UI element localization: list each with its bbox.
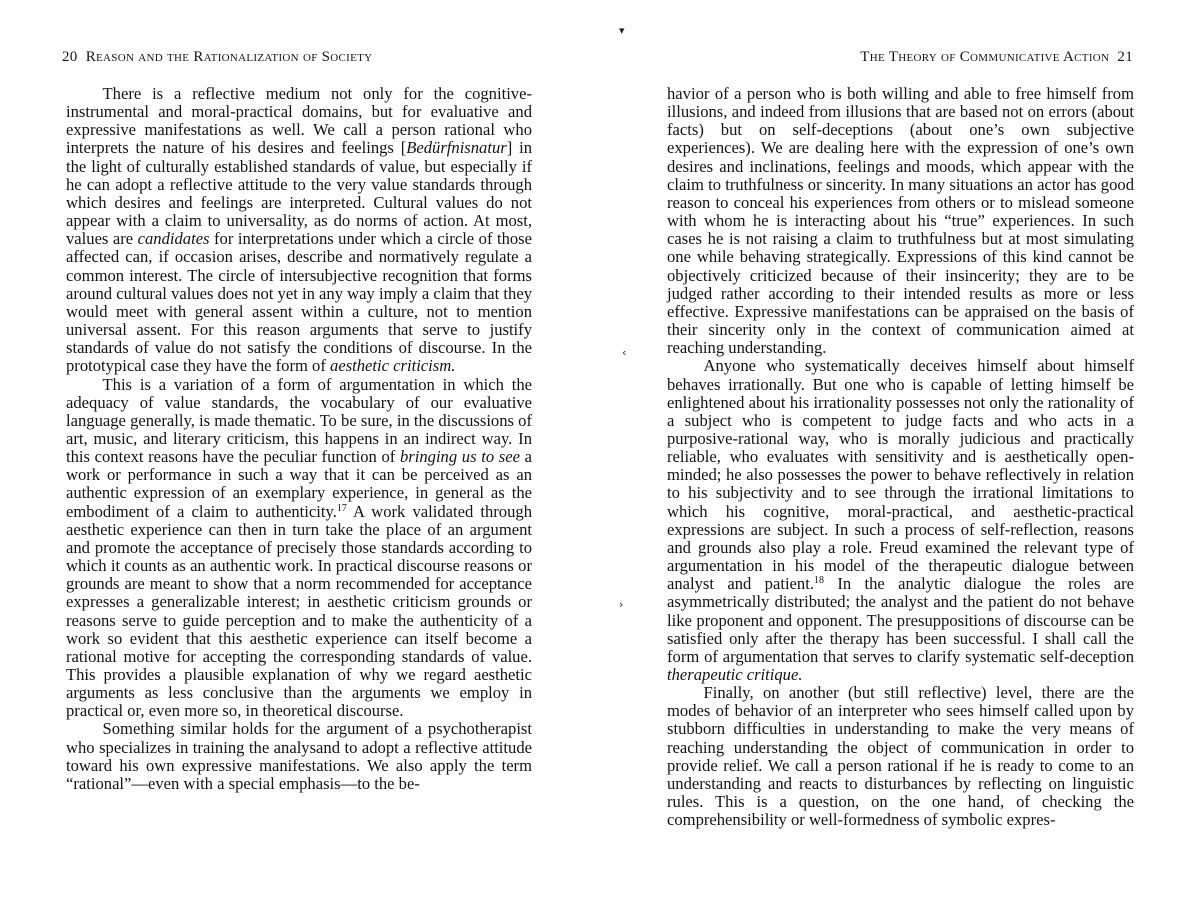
left-page-number: 20 <box>62 49 78 65</box>
text-run: ] in the light of culturally established standards of value, but especially if he can adopt a reflective attitude to the very value standards through which desires and feelings are interpreted. Cultural values do not appear with a claim to universality, as do norms of action. At most, values are <box>66 138 532 249</box>
paragraph <box>667 357 1134 684</box>
paragraph <box>667 684 1134 829</box>
text-run: A work validated through aesthetic experience can then in turn take the place of an argument and promote the acceptance of precisely those standards according to which it counts as an authentic work. In practical discourse reasons or grounds are meant to show that a norm recommended for acceptance expresses a generalizable interest; in aesthetic criticism grounds or reasons serve to guide perception and to make the authenticity of a work so evident that this aesthetic experience can itself become a rational motive for accepting the corresponding standards of value. This provides a plausible explanation of why we regard aesthetic arguments as less conclusive than the arguments we employ in practical or, even more so, in theoretical discourse. <box>66 501 532 721</box>
right-running-head: The Theory of Communicative Action <box>860 49 1110 65</box>
left-running-header <box>62 49 372 66</box>
italic-run: aesthetic criticism. <box>330 356 456 376</box>
footnote-ref: 18 <box>813 575 824 587</box>
right-running-header <box>860 49 1133 66</box>
left-running-head: Reason and the Rationalization of Society <box>85 49 373 65</box>
paragraph <box>66 376 532 721</box>
italic-run: bringing us to see <box>399 447 520 467</box>
right-page-number: 21 <box>1117 49 1133 65</box>
scan-speck: › <box>619 598 624 611</box>
italic-run: candidates <box>137 229 210 249</box>
text-run: There is a reflective medium not only for the cognitive-instrumental and moral-practical domains, but for evaluative and expressive manifestations as well. We call a person rational who interprets the nature of his desires and feelings [ <box>66 84 532 158</box>
text-run: This is a variation of a form of argumentation in which the adequacy of value standards, the vocabulary of our evaluative language generally, is made thematic. To be sure, in the discussions of art, music, and literary criticism, this happens in an indirect way. In this context reasons have the peculiar function of <box>66 374 532 467</box>
paragraph <box>667 85 1134 357</box>
text-run: Finally, on another (but still reflective) level, there are the modes of behavior of an interpreter who sees himself called upon by stubborn difficulties in understanding to make the very means of reaching understanding the object of communication in order to provide relief. We call a person rational if he is ready to come to an understanding and reacts to disturbances by reflecting on linguistic rules. This is a question, on the one hand, of checking the comprehensibility or well-formedness of symbolic expres- <box>667 683 1134 830</box>
text-run: Something similar holds for the argument of a psychotherapist who specializes in training the analysand to adopt a reflective attitude toward his own expressive manifestations. We also apply the term “rational”—even with a special emphasis—to the be- <box>66 719 532 793</box>
paragraph <box>66 720 532 793</box>
paragraph <box>66 85 532 376</box>
scan-speck: ▾ <box>619 24 625 37</box>
left-body-text <box>66 85 532 793</box>
text-run: a work or performance in such a way that it can be perceived as an authentic expression of an exemplary experience, in general as the embodiment of a claim to authenticity. <box>66 447 532 521</box>
right-page <box>600 0 1199 899</box>
italic-run: therapeutic critique. <box>667 665 803 684</box>
text-run: Anyone who systematically deceives himself about himself behaves irrationally. But one who is capable of letting himself be enlightened about his irrationality possesses not only the rationality of a subject who is competent to judge facts and who acts in a purposive-rational way, who is morally judicious and practically reliable, who evaluates with sensitivity and is aesthetically open-minded; he also possesses the power to behave reflectively in relation to his subjectivity and to see through the irrational limitations to which his cognitive, moral-practical, and aesthetic-practical expressions are subject. In such a process of self-reflection, reasons and grounds also play a role. Freud examined the relevant type of argumentation in his model of the therapeutic dialogue between analyst and patient. <box>667 356 1134 594</box>
scan-speck: ‹ <box>622 346 627 359</box>
text-run: In the analytic dialogue the roles are asymmetrically distributed; the analyst and the patient do not behave like proponent and opponent. The presuppositions of discourse can be satisfied only after the therapy has been successful. I shall call the form of argumentation that serves to clarify systematic self-deception <box>667 574 1135 666</box>
text-run: for interpretations under which a circle of those affected can, if occasion arises, describe and normatively regulate a common interest. The circle of intersubjective recognition that forms around cultural values does not yet in any way imply a claim that they would meet with general assent within a culture, not to mention universal assent. For this reason arguments that serve to justify standards of value do not satisfy the conditions of discourse. In the prototypical case they have the form of <box>66 229 532 376</box>
italic-run: Bedürfnisnatur <box>406 138 507 158</box>
footnote-ref: 17 <box>336 502 347 514</box>
right-body-text <box>667 85 1134 829</box>
text-run: havior of a person who is both willing and able to free himself from illusions, and indeed from illusions that are based not on errors (about facts) but on self-deceptions (about one’s own subjective experiences). We are dealing here with the expression of one’s own desires and inclinations, feelings and moods, which appear with the claim to truthfulness or sincerity. In many situations an actor has good reason to conceal his experiences from others or to mislead someone with whom he is interacting about his “true” experiences. In such cases he is not raising a claim to truthfulness but at most simulating one while behaving strategically. Expressions of this kind cannot be objectively criticized because of their insincerity; they are to be judged rather according to their intended results as more or less effective. Expressive manifestations can be appraised on the basis of their sincerity only in the context of communication aimed at reaching understanding. <box>667 84 1134 358</box>
